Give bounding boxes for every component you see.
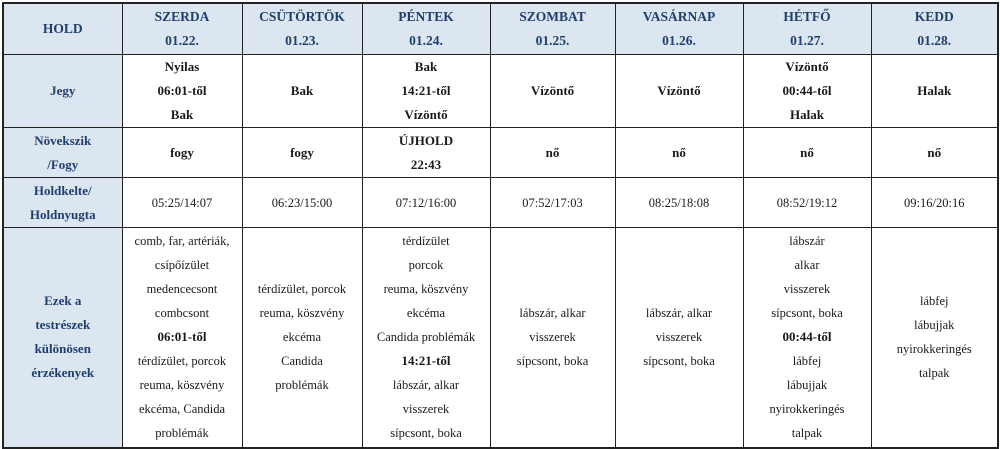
moonrise-cell: 07:52/17:03 [490, 178, 615, 228]
phase-cell: fogy [122, 128, 242, 178]
sign-cell: Bak 14:21-től Vízöntő [362, 55, 490, 128]
row-label-phase: Növekszik /Fogy [3, 128, 122, 178]
moonrise-row [3, 178, 998, 228]
sign-cell: Vízöntő [615, 55, 743, 128]
phase-cell: nő [743, 128, 871, 178]
day-header: CSÜTÖRTÖK 01.23. [242, 3, 362, 55]
phase-row [3, 128, 998, 178]
phase-cell: nő [615, 128, 743, 178]
sign-cell: Vízöntő 00:44-től Halak [743, 55, 871, 128]
moonrise-cell: 06:23/15:00 [242, 178, 362, 228]
sign-cell: Nyilas 06:01-től Bak [122, 55, 242, 128]
moon-table [2, 2, 999, 449]
body-parts-cell: lábfej lábujjak nyirokkeringés talpak [871, 228, 998, 448]
phase-cell: fogy [242, 128, 362, 178]
body-parts-cell: lábszár alkar visszerek sípcsont, boka 00:44-től lábfej lábujjak nyirokkeringés talpak [743, 228, 871, 448]
day-header: KEDD 01.28. [871, 3, 998, 55]
day-header: SZERDA 01.22. [122, 3, 242, 55]
sign-cell: Bak [242, 55, 362, 128]
corner-label: HOLD [3, 3, 122, 55]
body-parts-cell: lábszár, alkar visszerek sípcsont, boka [490, 228, 615, 448]
moonrise-cell: 05:25/14:07 [122, 178, 242, 228]
body-parts-cell: térdízület porcok reuma, köszvény ekcéma Candida problémák 14:21-től lábszár, alkar visszerek sípcsont, boka [362, 228, 490, 448]
moonrise-cell: 08:52/19:12 [743, 178, 871, 228]
moon-calendar [2, 2, 997, 446]
sign-cell: Halak [871, 55, 998, 128]
day-header: PÉNTEK 01.24. [362, 3, 490, 55]
body-parts-cell: lábszár, alkar visszerek sípcsont, boka [615, 228, 743, 448]
sign-row [3, 55, 998, 128]
body-parts-row [3, 228, 998, 448]
phase-cell: nő [490, 128, 615, 178]
sign-cell: Vízöntő [490, 55, 615, 128]
body-parts-cell: comb, far, artériák, csípőízület medencecsont combcsont 06:01-től térdízület, porcok reuma, köszvény ekcéma, Candida problémák [122, 228, 242, 448]
body-parts-cell: térdízület, porcok reuma, köszvény ekcéma Candida problémák [242, 228, 362, 448]
moonrise-cell: 09:16/20:16 [871, 178, 998, 228]
phase-cell: nő [871, 128, 998, 178]
moonrise-cell: 07:12/16:00 [362, 178, 490, 228]
day-header: VASÁRNAP 01.26. [615, 3, 743, 55]
row-label-body-parts: Ezek a testrészek különösen érzékenyek [3, 228, 122, 448]
phase-cell: ÚJHOLD 22:43 [362, 128, 490, 178]
header-row [3, 3, 998, 55]
row-label-moonrise: Holdkelte/ Holdnyugta [3, 178, 122, 228]
day-header: HÉTFŐ 01.27. [743, 3, 871, 55]
day-header: SZOMBAT 01.25. [490, 3, 615, 55]
row-label-sign: Jegy [3, 55, 122, 128]
moonrise-cell: 08:25/18:08 [615, 178, 743, 228]
